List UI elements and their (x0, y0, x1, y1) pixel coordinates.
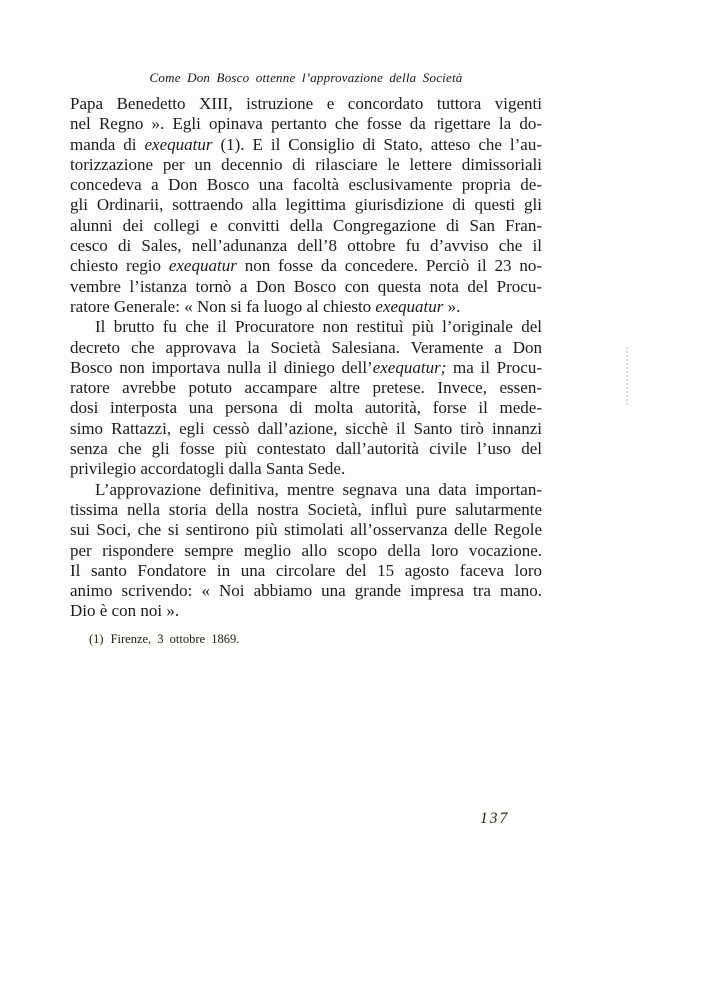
text-segment: simo Rattazzi, egli cessò dall’azione, sicchè il Santo tirò innanzi (70, 418, 542, 438)
text-line (70, 195, 542, 215)
text-line (70, 216, 542, 236)
footnote-marker: (1) (89, 632, 104, 646)
text-segment: privilegio accordatogli dalla Santa Sede. (70, 459, 346, 479)
text-segment: Bosco non importava nulla il diniego dell’ (70, 357, 373, 377)
text-segment: (1). E il Consiglio di Stato, atteso che l’au- (212, 134, 542, 154)
footnote (89, 632, 239, 647)
scan-artifact (626, 347, 630, 405)
italic-text-segment: exequatur; (372, 357, 447, 377)
text-segment: concedeva a Don Bosco una facoltà esclusivamente propria de- (70, 175, 542, 195)
text-line (70, 541, 542, 561)
text-segment: non fosse da concedere. Perciò il 23 no- (236, 256, 542, 276)
text-line (70, 135, 542, 155)
text-segment: Dio è con noi ». (70, 601, 180, 621)
text-segment: sui Soci, che si sentirono più stimolati all’osservanza delle Regole (70, 520, 542, 540)
text-segment: alunni dei collegi e convitti della Congregazione di San Fran- (70, 215, 542, 235)
italic-text-segment: exequatur (144, 134, 213, 154)
text-segment: gli Ordinarii, sottraendo alla legittima giurisdizione di questi gli (70, 195, 542, 215)
text-segment: Papa Benedetto XIII, istruzione e concordato tuttora vigenti (70, 94, 542, 113)
text-line (70, 155, 542, 175)
italic-text-segment: exequatur (375, 296, 444, 316)
text-line (70, 520, 542, 540)
text-line (70, 378, 542, 398)
footnote-text: Firenze, 3 ottobre 1869. (110, 632, 240, 646)
text-segment: ratore avrebbe potuto accampare altre pretese. Invece, essen- (70, 378, 542, 398)
text-segment: decreto che approvava la Società Salesiana. Veramente a Don (70, 337, 542, 357)
text-line (70, 601, 542, 621)
text-segment: Il brutto fu che il Procuratore non restituì più l’originale del (95, 317, 542, 337)
text-line (70, 358, 542, 378)
text-segment: senza che gli fosse più contestato dall’autorità civile l’uso del (70, 439, 542, 459)
text-segment: vembre l’istanza tornò a Don Bosco con questa nota del Procu- (70, 276, 542, 296)
text-line (70, 398, 542, 418)
text-line (70, 175, 542, 195)
text-segment: torizzazione per un decennio di rilasciare le lettere dimissoriali (70, 154, 542, 174)
body-text (70, 94, 542, 622)
text-line (70, 317, 542, 337)
text-line (70, 94, 542, 114)
text-segment: nel Regno ». Egli opinava pertanto che fosse da rigettare la do- (70, 114, 542, 134)
text-line (70, 439, 542, 459)
text-line (70, 256, 542, 276)
text-line (70, 480, 542, 500)
text-line (70, 561, 542, 581)
text-line (70, 459, 542, 479)
running-header: Come Don Bosco ottenne l’approvazione della Società (149, 70, 463, 85)
text-segment: animo scrivendo: « Noi abbiamo una grande impresa tra mano. (70, 581, 542, 601)
text-segment: ratore Generale: « Non si fa luogo al chiesto (70, 296, 376, 316)
text-segment: tissima nella storia della nostra Società, influì pure salutarmente (70, 499, 542, 519)
text-segment: chiesto regio (70, 256, 169, 276)
text-line (70, 581, 542, 601)
text-segment: ». (443, 296, 461, 316)
text-segment: L’approvazione definitiva, mentre segnava una data importan- (95, 479, 542, 499)
text-line (70, 419, 542, 439)
text-line (70, 236, 542, 256)
text-segment: per rispondere sempre meglio allo scopo della loro vocazione. (70, 540, 542, 560)
text-segment: Il santo Fondatore in una circolare del 15 agosto faceva loro (70, 560, 542, 580)
text-segment: cesco di Sales, nell’adunanza dell’8 ottobre fu d’avviso che il (70, 236, 542, 256)
text-line (70, 338, 542, 358)
page-number: 137 (480, 810, 510, 827)
text-line (70, 297, 542, 317)
italic-text-segment: exequatur (168, 256, 237, 276)
text-segment: dosi interposta una persona di molta autorità, forse il mede- (70, 398, 542, 418)
text-line (70, 114, 542, 134)
text-line (70, 500, 542, 520)
text-segment: ma il Procu- (446, 357, 542, 377)
text-line (70, 277, 542, 297)
text-segment: manda di (70, 134, 145, 154)
